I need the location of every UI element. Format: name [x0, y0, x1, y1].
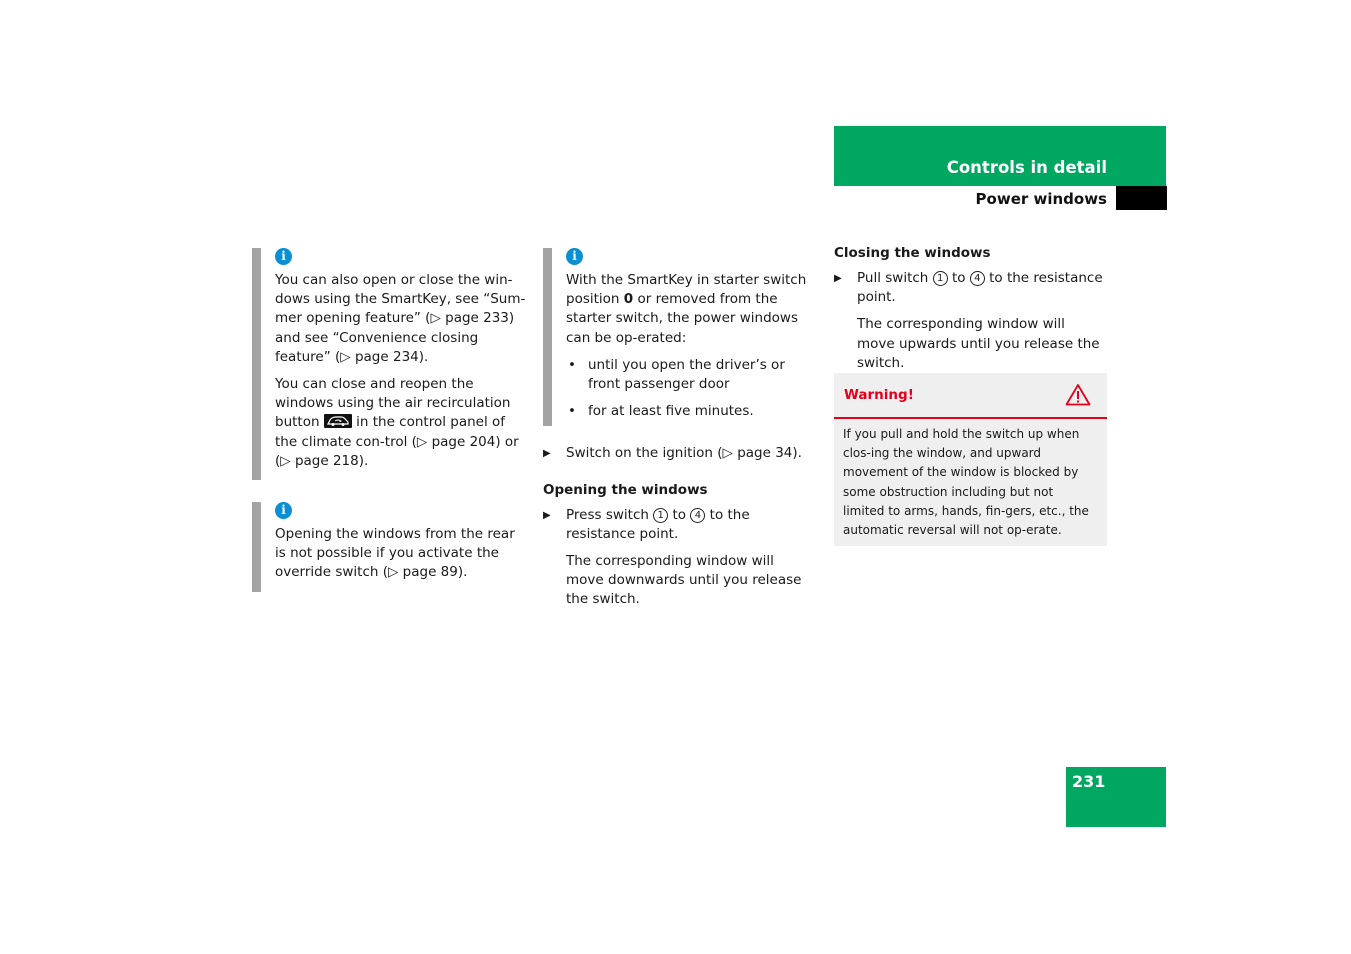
info-box-override	[252, 502, 526, 592]
step-open	[543, 506, 815, 544]
info-icon: i	[275, 502, 292, 519]
info-text-part: in the control panel of the climate con-trol (▷ page 204) or (▷ page 218).	[275, 414, 519, 469]
step-text: Pull switch	[857, 270, 929, 286]
info-text: You can also open or close the win-dows using the SmartKey, see “Sum-mer opening feature” (▷ page 233) and see “Convenience closing feature” (▷ page 234).	[275, 272, 526, 365]
step-ignition	[543, 444, 815, 463]
column-3	[834, 245, 1106, 381]
info-box-smartkey	[252, 248, 526, 480]
step-text: to the resistance point.	[566, 506, 750, 542]
step-result: The corresponding window will move downwards until you release the switch.	[566, 553, 802, 608]
list-item	[566, 356, 815, 394]
column-2	[543, 248, 815, 618]
section-title: Controls in detail	[946, 158, 1107, 177]
arrow-icon: ▶	[543, 509, 551, 521]
switch-number-1: 1	[933, 271, 948, 286]
air-recirculation-icon	[324, 414, 352, 428]
switch-position: 0	[623, 291, 634, 308]
info-text: Opening the windows from the rear is not possible if you activate the override switch (▷ page 89).	[275, 526, 515, 581]
arrow-icon: ▶	[543, 448, 551, 460]
info-text	[566, 271, 815, 348]
header-green-band	[834, 126, 1166, 186]
heading-closing-windows: Closing the windows	[834, 245, 991, 261]
step-text: to the resistance point.	[857, 270, 1103, 306]
arrow-icon: ▶	[834, 273, 842, 284]
subsection-title: Power windows	[975, 190, 1107, 208]
info-text-part: or removed from the starter switch, the power windows can be op-erated:	[566, 291, 798, 346]
switch-number-4: 4	[970, 271, 985, 286]
info-icon: i	[566, 248, 583, 265]
step-text: to	[672, 506, 687, 523]
list-item-text: for at least five minutes.	[588, 403, 754, 420]
warning-header	[834, 373, 1107, 419]
page-number: 231	[1072, 772, 1106, 791]
switch-number-4: 4	[690, 508, 705, 523]
list-item	[566, 402, 815, 421]
step-result: The corresponding window will move upwards until you release the switch.	[857, 316, 1100, 371]
bullet-icon: •	[568, 403, 576, 420]
warning-box	[834, 373, 1107, 546]
info-icon: i	[275, 248, 292, 265]
header-black-tab	[1116, 186, 1167, 210]
warning-label: Warning!	[844, 387, 914, 403]
info-text-part: You can close and reopen the windows using the air recirculation button	[275, 376, 511, 431]
bullet-icon: •	[568, 356, 576, 373]
step-text: Switch on the ignition (▷ page 34).	[566, 445, 802, 462]
info-text	[275, 375, 526, 471]
list-item-text: until you open the driver’s or front passenger door	[588, 356, 785, 393]
warning-text: If you pull and hold the switch up when clos-ing the window, and upward movement of the window is blocked by some obstruction including but not limited to arms, hands, fin-gers, etc., the automatic reversal will not op-erate.	[843, 427, 1089, 538]
warning-triangle-icon	[1065, 383, 1091, 410]
step-text: to	[951, 270, 966, 286]
step-text: Press switch	[566, 506, 649, 523]
step-close	[834, 269, 1106, 307]
info-box-starter-switch	[543, 248, 815, 426]
info-text-part: With the SmartKey in starter switch position	[566, 272, 807, 308]
heading-opening-windows: Opening the windows	[543, 481, 708, 498]
switch-number-1: 1	[653, 508, 668, 523]
column-1	[252, 248, 526, 592]
